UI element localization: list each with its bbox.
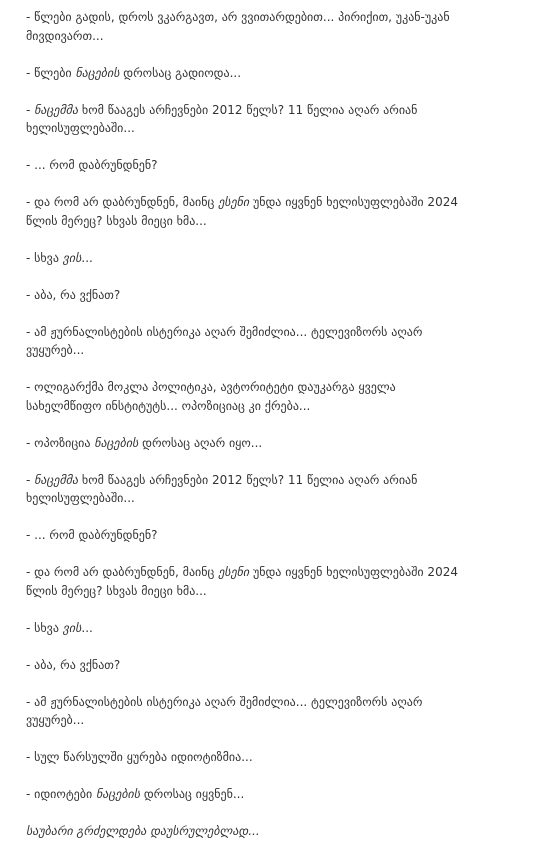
emphasized-word: ესენი [218, 195, 250, 209]
line-text: დროსაც აღარ იყო... [138, 435, 263, 450]
line-text: - სხვა [26, 250, 63, 265]
line-text: - იდიოტები [26, 787, 96, 801]
line-text: ხომ წააგეს არჩევნები 2012 წელს? 11 წელია აღარ არიან ხელისუფლებაში... [26, 102, 418, 135]
dialogue-line [26, 249, 466, 268]
emphasized-word: ესენი [218, 565, 250, 579]
dialogue-line [26, 193, 466, 230]
emphasized-word: ვის [62, 250, 82, 265]
dialogue-line [26, 693, 466, 730]
dialogue-line [26, 434, 466, 453]
line-text: - სულ წარსულში ყურება იდიოტიზმია... [26, 750, 253, 764]
line-text: - აბა, რა ვქნათ? [26, 287, 121, 302]
line-text: ... [81, 250, 93, 265]
dialogue-line [26, 378, 466, 415]
emphasized-word: ნაცემმა [34, 102, 79, 117]
line-text: - და რომ არ დაბრუნდნენ, მაინც [26, 565, 219, 579]
line-text: - აბა, რა ვქნათ? [26, 657, 121, 672]
dialogue-line [26, 471, 466, 508]
dialogue-line [26, 323, 466, 360]
dialogue-line [26, 785, 466, 804]
dialogue-line [26, 156, 466, 175]
dialogue-line [26, 656, 466, 675]
line-text: ... [81, 620, 93, 635]
dialogue-line [26, 748, 466, 767]
line-text: - [26, 472, 35, 487]
dialogue-line [26, 64, 466, 83]
dialogue-line [26, 101, 466, 138]
line-text: - და რომ არ დაბრუნდნენ, მაინც [26, 195, 219, 209]
emphasized-word: ნაცემმა [34, 472, 79, 487]
line-text: - ამ ჟურნალისტების ისტერიკა აღარ შემიძლია... ტელევიზორს აღარ ვუყურებ... [26, 324, 423, 357]
dialogue-line [26, 286, 466, 305]
dialogue-line [26, 8, 466, 45]
line-text: - წლები გადის, დროს ვკარგავთ, არ ვვითარდებით... პირიქით, უკან-უკან მივდივართ... [26, 10, 450, 43]
dialogue-line [26, 563, 466, 600]
dialogue-line [26, 526, 466, 545]
dialogue-list [26, 8, 512, 804]
line-text: - [26, 102, 35, 117]
line-text: უნდა იყვნენ ხელისუფლებაში 2024 წლის მერეც? სხვას მიეცი ხმა... [26, 565, 458, 598]
emphasized-word: ნაცების [75, 65, 120, 80]
line-text: ხომ წააგეს არჩევნები 2012 წელს? 11 წელია აღარ არიან ხელისუფლებაში... [26, 472, 418, 505]
emphasized-word: ნაცების [94, 435, 139, 450]
closing-line: საუბარი გრძელდება დაუსრულებლად... [26, 824, 260, 838]
line-text: უნდა იყვნენ ხელისუფლებაში 2024 წლის მერეც? სხვას მიეცი ხმა... [26, 195, 458, 228]
line-text: - ... რომ დაბრუნდნენ? [26, 158, 158, 172]
line-text: - ... რომ დაბრუნდნენ? [26, 528, 158, 542]
line-text: დროსაც იყვნენ... [140, 787, 245, 801]
line-text: - ოლიგარქმა მოკლა პოლიტიკა, ავტორიტეტი დაუკარგა ყველა სახელმწიფო ინსტიტუტს... ოპოზიციაც კი ქრება... [26, 380, 396, 413]
line-text: - ამ ჟურნალისტების ისტერიკა აღარ შემიძლია... ტელევიზორს აღარ ვუყურებ... [26, 694, 423, 727]
line-text: დროსაც გადიოდა... [119, 65, 242, 80]
line-text: - წლები [26, 65, 76, 80]
line-text: - სხვა [26, 620, 63, 635]
line-text: - ოპოზიცია [26, 435, 95, 450]
emphasized-word: ვის [62, 620, 82, 635]
dialogue-line [26, 619, 466, 638]
emphasized-word: ნაცების [96, 787, 141, 801]
